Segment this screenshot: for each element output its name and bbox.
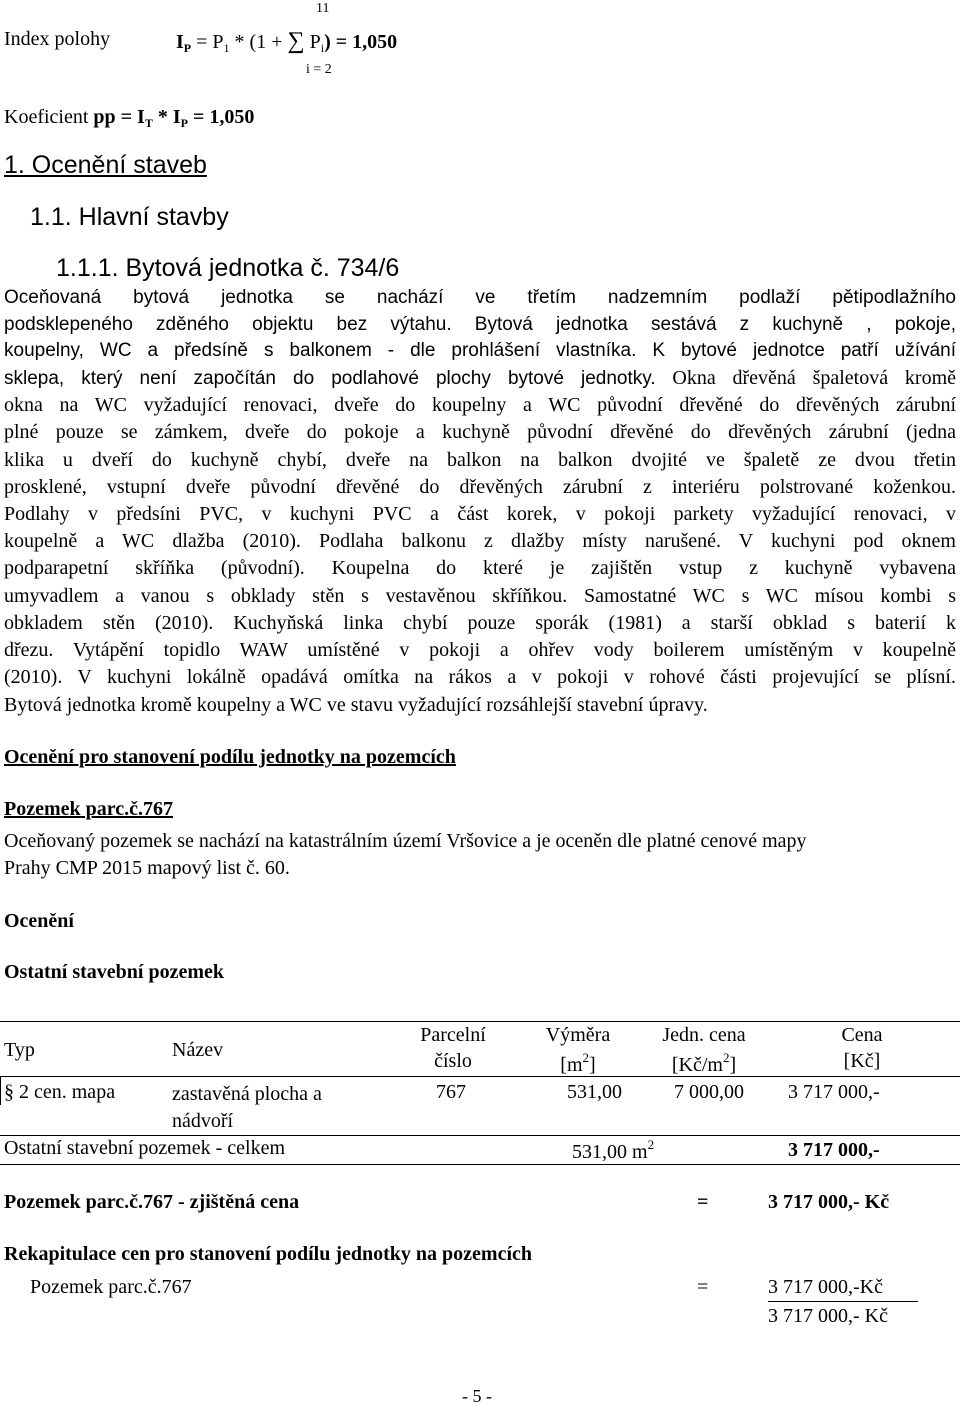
total-vymera: 531,00 $m^2$ — [572, 1137, 655, 1163]
body-line-7: podparapetní skříňka (původní). Koupelna do které je zajištěn vstup z kuchyně vybavena — [4, 557, 956, 579]
table-header-rule — [0, 1076, 960, 1077]
description-line-2: podsklepeného zděného objektu bez výtahu. Bytová jednotka sestává z kuchyně , pokoje, — [4, 314, 956, 335]
th-jedn-cena: Jedn. cena $[Kč/m^2]$ — [662, 1024, 746, 1076]
ostatni-pozemek-heading: Ostatní stavební pozemek — [4, 961, 224, 983]
td-vymera: 531,00 — [567, 1081, 622, 1103]
sigma-upper-bound: 11 — [316, 1, 330, 16]
rekap-sum-rule — [768, 1301, 918, 1302]
body-line-9: obkladem stěn (2010). Kuchyňská linka chybí pouze sporák (1981) a starší obklad s baterií k — [4, 612, 956, 634]
body-line-5: Podlahy v předsíni PVC, v kuchyni PVC a část korek, v pokoji parkety vyžadující renovaci, v — [4, 503, 956, 525]
zjistena-eq: = — [697, 1191, 709, 1213]
index-polohy-label: Index polohy — [4, 28, 111, 50]
page-number: - 5 - — [462, 1386, 492, 1406]
description-line-3: koupelny, WC a předsíně s balkonem - dle prohlášení vlastníka. K bytové jednotce patří užívání — [4, 340, 956, 361]
oceneni-heading: Ocenění — [4, 910, 74, 932]
td-parcelni: 767 — [436, 1081, 466, 1103]
total-cena: 3 717 000,- — [788, 1139, 880, 1161]
body-line-8: umyvadlem a vanou s obklady stěn s vestavěnou skříňkou. Samostatné WC s WC mísou kombi s — [4, 585, 956, 607]
th-parcelni: Parcelní číslo — [420, 1024, 486, 1072]
rekap-item-eq: = — [697, 1276, 709, 1298]
table-left-border — [0, 1076, 1, 1105]
total-label: Ostatní stavební pozemek - celkem — [4, 1137, 286, 1159]
table-bottom-rule — [0, 1164, 960, 1165]
parcel-text-2: Prahy CMP 2015 mapový list č. 60. — [4, 857, 290, 879]
heading-oceneni-staveb: 1. Ocenění staveb — [4, 151, 207, 179]
th-typ: Typ — [4, 1039, 35, 1061]
body-line-1: okna na WC vyžadující renovaci, dveře do koupelny a WC původní dřevěné do dřevěných zárubní — [4, 394, 956, 416]
rekap-heading: Rekapitulace cen pro stanovení podílu jednotky na pozemcích — [4, 1243, 532, 1265]
koeficient-formula: Koeficient pp = $I_T * I_P = 1,050$ — [4, 106, 255, 130]
index-polohy-formula: $I_P = P_1 * (1$ + ∑ $P_i) = 1,050$ — [176, 28, 398, 55]
td-typ: § 2 cen. mapa — [4, 1081, 116, 1103]
table-row-rule — [0, 1135, 960, 1136]
rekap-item-value: 3 717 000,-Kč — [768, 1276, 883, 1298]
td-nazev: zastavěná plocha a nádvoří — [172, 1083, 322, 1132]
heading-bytova-jednotka: 1.1.1. Bytová jednotka č. 734/6 — [56, 254, 400, 282]
th-cena: Cena [Kč] — [841, 1024, 883, 1072]
th-vymera: Výměra $[m^2]$ — [545, 1024, 611, 1076]
description-line-1: Oceňovaná bytová jednotka se nachází ve třetím nadzemním podlaží pětipodlažního — [4, 287, 956, 308]
th-nazev: Název — [172, 1039, 224, 1061]
body-line-4: prosklené, vstupní dveře původní dřevěné do dřevěných zárubní z interiéru polstrované koženkou. — [4, 476, 956, 498]
description-line-4: sklepa, který není započítán do podlahové plochy bytové jednotky. Okna dřevěná špaletová kromě — [4, 367, 956, 389]
body-line-6: koupelně a WC dlažba (2010). Podlaha balkonu z dlažby místy narušené. V kuchyni pod oknem — [4, 530, 956, 552]
parcel-heading: Pozemek parc.č.767 — [4, 798, 174, 820]
td-cena: 3 717 000,- — [788, 1081, 880, 1103]
table-top-rule — [0, 1021, 960, 1022]
body-line-11: (2010). V kuchyni lokálně opadává omítka na rákos a v pokoji v rohové části projevující se plísní. — [4, 666, 956, 688]
body-line-12: Bytová jednotka kromě koupelny a WC ve stavu vyžadující rozsáhlejší stavební úpravy. — [4, 694, 708, 716]
section-land-valuation: Ocenění pro stanovení podílu jednotky na pozemcích — [4, 746, 456, 768]
zjistena-label: Pozemek parc.č.767 - zjištěná cena — [4, 1191, 300, 1213]
zjistena-value: 3 717 000,- Kč — [768, 1191, 890, 1213]
rekap-total: 3 717 000,- Kč — [768, 1305, 888, 1327]
sigma-lower-bound: i = 2 — [306, 62, 332, 77]
body-line-2: plné pouze se zámkem, dveře do pokoje a kuchyně původní dřevěné do dřevěných zárubní (jedna — [4, 421, 956, 443]
heading-hlavni-stavby: 1.1. Hlavní stavby — [30, 203, 229, 231]
body-line-10: dřezu. Vytápění topidlo WAW umístěné v pokoji a ohřev vody boilerem umístěným v koupelně — [4, 639, 956, 661]
td-jedn-cena: 7 000,00 — [674, 1081, 744, 1103]
body-line-3: klika u dveří do kuchyně chybí, dveře na balkon na balkon dvojité ve špaletě ze dvou třetin — [4, 449, 956, 471]
rekap-item-label: Pozemek parc.č.767 — [30, 1276, 192, 1298]
parcel-text-1: Oceňovaný pozemek se nachází na katastrálním území Vršovice a je oceněn dle platné cenové mapy — [4, 830, 807, 852]
